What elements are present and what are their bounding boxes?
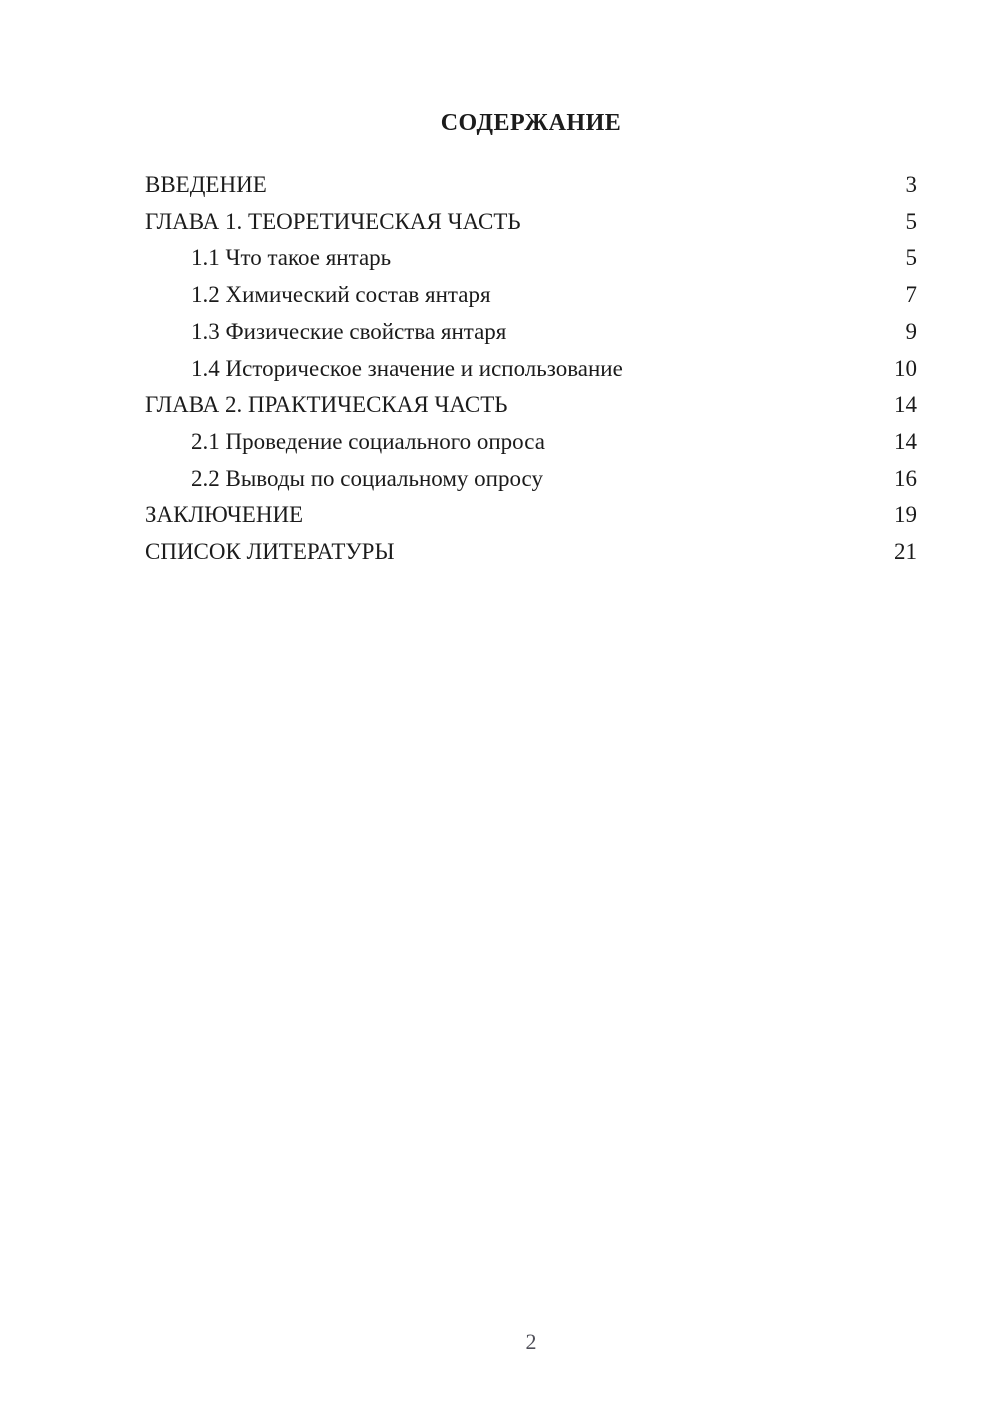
toc-entry-label: ГЛАВА 2. ПРАКТИЧЕСКАЯ ЧАСТЬ: [145, 392, 508, 418]
toc-entry: [145, 424, 917, 461]
toc-entry: [145, 351, 917, 388]
toc-entry-page-number: 16: [894, 465, 917, 491]
toc-entry-label: 1.4 Историческое значение и использование: [191, 355, 623, 381]
toc-entry: [145, 167, 917, 204]
toc-entry: [145, 277, 917, 314]
toc-entry-label: 1.3 Физические свойства янтаря: [191, 318, 507, 344]
toc-entry: [145, 204, 917, 241]
toc-entry-page-number: 10: [894, 355, 917, 381]
toc-list: [145, 167, 917, 571]
toc-entry-label: ГЛАВА 1. ТЕОРЕТИЧЕСКАЯ ЧАСТЬ: [145, 208, 521, 234]
toc-entry-page-number: 9: [905, 318, 917, 344]
toc-entry-page-number: 3: [905, 172, 917, 197]
toc-entry-label: ВВЕДЕНИЕ: [145, 172, 267, 197]
toc-entry-label: ЗАКЛЮЧЕНИЕ: [145, 502, 304, 528]
toc-entry: [145, 497, 917, 534]
toc-entry-page-number: 14: [894, 428, 917, 454]
toc-entry: [145, 240, 917, 277]
page-number-footer: 2: [525, 1329, 537, 1354]
toc-entry: [145, 461, 917, 498]
toc-entry-page-number: 5: [905, 208, 917, 234]
toc-entry-label: 2.1 Проведение социального опроса: [191, 428, 545, 454]
toc-entry-label: 1.1 Что такое янтарь: [191, 245, 392, 271]
toc-entry-page-number: 5: [905, 245, 917, 271]
toc-entry: [145, 314, 917, 351]
toc-entry-label: 1.2 Химический состав янтаря: [191, 282, 491, 308]
toc-title: СОДЕРЖАНИЕ: [440, 110, 622, 137]
toc-entry-label: 2.2 Выводы по социальному опросу: [191, 465, 543, 491]
toc-entry-page-number: 21: [894, 539, 917, 565]
toc-entry-label: СПИСОК ЛИТЕРАТУРЫ: [145, 539, 395, 565]
toc-entry-page-number: 19: [894, 502, 917, 528]
toc-entry-page-number: 7: [905, 282, 917, 308]
toc-entry: [145, 534, 917, 571]
toc-entry: [145, 387, 917, 424]
toc-entry-page-number: 14: [894, 392, 917, 418]
